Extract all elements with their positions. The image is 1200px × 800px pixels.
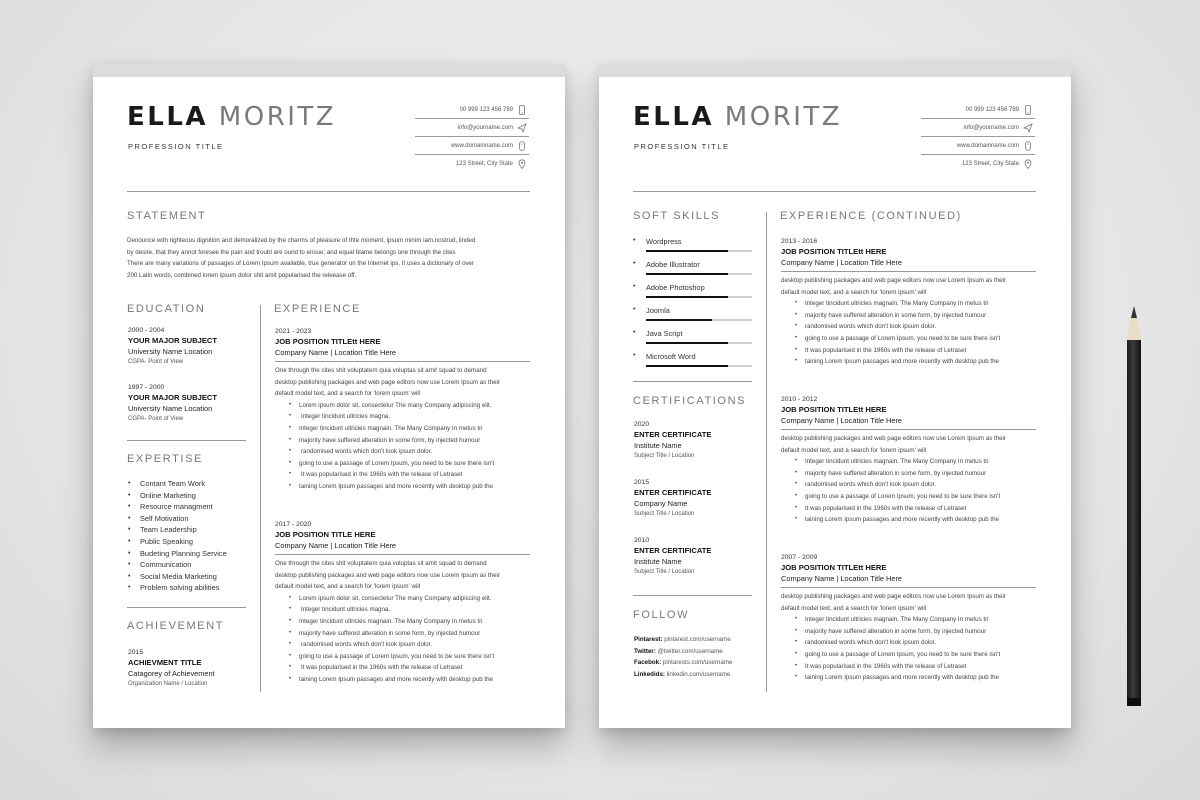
top-band bbox=[93, 64, 565, 77]
job-description bbox=[781, 433, 1036, 456]
job-bullet: • taining Lorem Ipsum passages and more recently with desktop pub the bbox=[793, 514, 1036, 526]
job-bullet: • majority have suffered alteration in some form, by injected humour bbox=[287, 435, 530, 447]
certificate-institute: Company Name bbox=[634, 499, 688, 508]
job-title: JOB POSITION TITLEtt HERE bbox=[275, 337, 381, 346]
skill-bar-fill bbox=[646, 296, 728, 298]
job-bullet: • going to use a passage of Lorem Ipsum, you need to be sure there isn't bbox=[793, 649, 1036, 661]
statement-line: Denounce with righteous dignition and demoralized by the charms of pleasure of thte moment, ipsum minim iam,nostrud, linded bbox=[127, 237, 476, 244]
job-company: Company Name | Location Title Here bbox=[781, 258, 1036, 272]
header-divider bbox=[127, 191, 530, 192]
job-bullet: • Integer tincidunt ultricies magnain. The Many Company In metus tri bbox=[793, 614, 1036, 626]
statement-text bbox=[127, 235, 537, 281]
education-item bbox=[128, 384, 217, 422]
education-item bbox=[128, 327, 217, 365]
skill-item bbox=[633, 352, 753, 361]
job-bullet: • randomised words which don't look ipsum dolor. bbox=[287, 639, 530, 651]
resume-name bbox=[127, 102, 336, 132]
certificate-item bbox=[634, 421, 711, 459]
education-years: 1997 - 2000 bbox=[128, 384, 165, 391]
education-gpa: CGPA- Point of View bbox=[128, 416, 184, 422]
statement-line: There are many variations of passages of Lorem Ipsum available, true generator on the Internet ips. It uses a dictionary of over bbox=[127, 260, 475, 268]
job-bullet: • Integer tincidunt ultricies magna. bbox=[287, 411, 530, 423]
job-bullet: • It was popularised in the 1960s with the release of Letraset bbox=[793, 661, 1036, 673]
social-link-facebook[interactable] bbox=[634, 657, 732, 669]
job-title: JOB POSITION TITLEtt HERE bbox=[781, 247, 887, 256]
skill-label: • Java Script bbox=[633, 329, 753, 338]
certificate-year: 2015 bbox=[634, 479, 650, 486]
description-line: desktop publishing packages and web page editors now use Lorem Ipsum as their bbox=[781, 435, 1006, 442]
statement-heading: STATEMENT bbox=[127, 210, 207, 222]
job-bullet: • going to use a passage of Lorem Ipsum, you need to be sure there isn't bbox=[793, 491, 1036, 503]
column-divider bbox=[260, 305, 261, 692]
skill-bar bbox=[646, 250, 752, 252]
achievement-category: Catagorey of Achievement bbox=[128, 669, 215, 678]
expertise-item: • Problem solving abilities bbox=[128, 582, 227, 594]
resume-name bbox=[633, 102, 842, 132]
job-years: 2007 - 2009 bbox=[781, 554, 818, 561]
contact-web bbox=[415, 140, 529, 155]
skill-bar-fill bbox=[646, 365, 728, 367]
skill-label: • Wordpress bbox=[633, 237, 753, 246]
skill-label: • Microsoft Word bbox=[633, 352, 753, 361]
location-pin-icon bbox=[1023, 159, 1033, 169]
skill-label: • Adobe Illustrator bbox=[633, 260, 753, 269]
job-bullet: • Integer tincidunt ultricies magnain. The Many Company In metus tri bbox=[793, 298, 1036, 310]
contact-phone bbox=[921, 104, 1035, 119]
section-divider bbox=[127, 607, 246, 608]
job-entry bbox=[781, 396, 1036, 526]
statement-line: by desire, that they annot foresee the pain and troubl are ound to ensue; and equal blame belongs one through the cites bbox=[127, 248, 456, 256]
job-bullet: • majority have suffered alteration in some form, by injected humour bbox=[793, 468, 1036, 480]
soft-skills-heading: SOFT SKILLS bbox=[633, 210, 721, 222]
contact-email-text: info@yourname.com bbox=[457, 125, 513, 131]
section-divider bbox=[633, 595, 752, 596]
contact-web bbox=[921, 140, 1035, 155]
social-link-pinterest[interactable] bbox=[634, 634, 732, 646]
expertise-item: • Self Motivation bbox=[128, 513, 227, 525]
description-line: desktop publishing packages and web page editors now use Lorem Ipsum as their bbox=[781, 593, 1006, 600]
job-bullets bbox=[793, 456, 1036, 526]
job-company: Company Name | Location Title Here bbox=[781, 416, 1036, 430]
description-line: desktop publishing packages and web page editors now use Lorem Ipsum as their bbox=[781, 277, 1006, 284]
expertise-item: • Contant Team Work bbox=[128, 478, 227, 490]
contact-address-text: 123 Street, City State bbox=[961, 161, 1019, 167]
expertise-heading: EXPERTISE bbox=[127, 453, 203, 465]
job-bullet: • going to use a passage of Lorem Ipsum, you need to be sure there isn't bbox=[287, 651, 530, 663]
job-bullet: • majority have suffered alteration in some form, by injected humour bbox=[793, 626, 1036, 638]
education-subject: YOUR MAJOR SUBJECT bbox=[128, 393, 218, 402]
description-line: One through the cites shit voluptatem quia voluptas sit amit squad to demand bbox=[275, 367, 487, 374]
expertise-item: • Public Speaking bbox=[128, 536, 227, 548]
description-line: default model text, and a search for 'lorem ipsum' will bbox=[275, 390, 421, 398]
skill-label: • Joomla bbox=[633, 306, 753, 315]
mouse-icon bbox=[517, 141, 527, 151]
certificate-item bbox=[634, 479, 711, 517]
section-divider bbox=[127, 440, 246, 441]
mouse-icon bbox=[1023, 141, 1033, 151]
job-entry bbox=[275, 328, 530, 493]
contact-address bbox=[415, 158, 529, 172]
send-icon bbox=[1023, 123, 1033, 133]
job-bullets bbox=[287, 593, 530, 686]
description-line: default model text, and a search for 'lorem ipsum' will bbox=[781, 446, 927, 454]
skill-item bbox=[633, 306, 753, 315]
description-line: desktop publishing packages and web page editors now use Lorem Ipsum as their bbox=[275, 571, 500, 579]
job-entry bbox=[781, 554, 1036, 684]
achievement-item bbox=[128, 649, 215, 687]
profession-title: PROFESSION TITLE bbox=[128, 142, 224, 151]
job-title: JOB POSITION TITLEtt HERE bbox=[781, 405, 887, 414]
contact-email bbox=[415, 122, 529, 137]
job-description bbox=[275, 558, 530, 593]
resume-page-1 bbox=[93, 64, 565, 728]
job-bullets bbox=[793, 614, 1036, 684]
job-bullet: • majority have suffered alteration in some form, by injected humour bbox=[793, 310, 1036, 322]
last-name: MORITZ bbox=[724, 102, 843, 132]
job-bullet: • Integer tincidunt ultricies magnain. The Many Company In metus tri bbox=[287, 423, 530, 435]
last-name: MORITZ bbox=[218, 102, 337, 132]
follow-list bbox=[634, 634, 732, 680]
job-entry bbox=[275, 521, 530, 686]
skill-item bbox=[633, 237, 753, 246]
education-heading: EDUCATION bbox=[127, 303, 206, 315]
job-years: 2017 - 2020 bbox=[275, 521, 312, 528]
social-link-linkedin[interactable] bbox=[634, 669, 732, 681]
contact-address bbox=[921, 158, 1035, 172]
job-entry bbox=[781, 238, 1036, 368]
skill-bar bbox=[646, 365, 752, 367]
skill-item bbox=[633, 329, 753, 338]
achievement-org: Organization Name / Location bbox=[128, 681, 208, 687]
job-bullets bbox=[287, 400, 530, 493]
certificate-institute: Institute Name bbox=[634, 557, 682, 566]
certificate-item bbox=[634, 537, 711, 575]
experience-heading: EXPERIENCE bbox=[274, 303, 361, 315]
education-school: University Name Location bbox=[128, 404, 213, 413]
certificate-year: 2020 bbox=[634, 421, 650, 428]
job-bullet: • taining Lorem Ipsum passages and more recently with desktop pub the bbox=[287, 481, 530, 493]
phone-icon bbox=[1023, 105, 1033, 115]
job-years: 2013 - 2016 bbox=[781, 238, 818, 245]
contact-web-text: www.domainname.com bbox=[450, 143, 513, 149]
job-bullet: • Integer tincidunt ultricies magnain. The Many Company In metus tri bbox=[287, 616, 530, 628]
send-icon bbox=[517, 123, 527, 133]
job-bullet: • Integer tincidunt ultricies magnain. The Many Company In metus tri bbox=[793, 456, 1036, 468]
job-bullet: • taining Lorem Ipsum passages and more recently with desktop pub the bbox=[793, 672, 1036, 684]
contact-phone bbox=[415, 104, 529, 119]
certificate-subject: Subject Title / Location bbox=[634, 453, 695, 459]
skill-item bbox=[633, 260, 753, 269]
social-handle: pintarest.com/username bbox=[664, 636, 731, 643]
skill-bar-fill bbox=[646, 273, 728, 275]
expertise-list bbox=[128, 478, 227, 594]
skill-bar bbox=[646, 319, 752, 321]
experience-continued-heading: EXPERIENCE (CONTINUED) bbox=[780, 210, 962, 222]
skill-bar-fill bbox=[646, 319, 712, 321]
job-bullet: • randomised words which don't look ipsum dolor. bbox=[793, 321, 1036, 333]
job-bullet: • It was popularised in the 1960s with the release of Letraset bbox=[793, 345, 1036, 357]
skill-bar bbox=[646, 273, 752, 275]
section-divider bbox=[633, 381, 752, 382]
contact-email bbox=[921, 122, 1035, 137]
certificate-title: ENTER CERTIFICATE bbox=[634, 546, 712, 555]
job-bullet: • Lorem ipsum dolor sit, consectetur The many Company adipiscing elit. bbox=[287, 593, 530, 605]
job-bullet: • It was popularised in the 1960s with the release of Letraset bbox=[287, 662, 530, 674]
location-pin-icon bbox=[517, 159, 527, 169]
expertise-item: • Budeting Planning Service bbox=[128, 548, 227, 560]
job-bullet: • It was popularised in the 1960s with the release of Letraset bbox=[287, 469, 530, 481]
certificate-year: 2010 bbox=[634, 537, 650, 544]
pencil-icon bbox=[1123, 306, 1145, 706]
job-bullet: • taining Lorem Ipsum passages and more recently with desktop pub the bbox=[793, 356, 1036, 368]
social-handle: linkedin.com/username bbox=[666, 670, 731, 678]
job-bullet: • going to use a passage of Lorem Ipsum, you need to be sure there isn't bbox=[793, 333, 1036, 345]
job-bullets bbox=[793, 298, 1036, 368]
job-bullet: • Integer tincidunt ultricies magna. bbox=[287, 604, 530, 616]
skill-label: • Adobe Photoshop bbox=[633, 283, 753, 292]
social-handle: @twitter.com/username bbox=[657, 647, 723, 655]
job-bullet: • randomised words which don't look ipsum dolor. bbox=[287, 446, 530, 458]
profession-title: PROFESSION TITLE bbox=[634, 142, 730, 151]
job-description bbox=[275, 365, 530, 400]
expertise-item: • Social Media Marketing bbox=[128, 571, 227, 583]
social-link-twitter[interactable] bbox=[634, 646, 732, 658]
education-school: University Name Location bbox=[128, 347, 213, 356]
certificate-subject: Subject Title / Location bbox=[634, 569, 695, 575]
social-label: Linkedids: bbox=[634, 670, 665, 678]
description-line: default model text, and a search for 'lorem ipsum' will bbox=[781, 604, 927, 612]
certificate-institute: Institute Name bbox=[634, 441, 682, 450]
skill-bar bbox=[646, 296, 752, 298]
phone-icon bbox=[517, 105, 527, 115]
achievement-title: ACHIEVMENT TITLE bbox=[128, 658, 202, 667]
education-subject: YOUR MAJOR SUBJECT bbox=[128, 336, 218, 345]
job-bullet: • going to use a passage of Lorem Ipsum, you need to be sure there isn't bbox=[287, 458, 530, 470]
description-line: default model text, and a search for 'lorem ipsum' will bbox=[781, 288, 927, 296]
first-name: ELLA bbox=[127, 102, 209, 132]
contact-address-text: 123 Street, City State bbox=[455, 161, 513, 167]
job-bullet: • taining Lorem Ipsum passages and more recently with desktop pub the bbox=[287, 674, 530, 686]
job-years: 2021 - 2023 bbox=[275, 328, 312, 335]
job-title: JOB POSITION TITLEtt HERE bbox=[781, 563, 887, 572]
job-company: Company Name | Location Title Here bbox=[275, 348, 530, 362]
social-label: Twitter: bbox=[634, 647, 656, 655]
certifications-heading: CERTIFICATIONS bbox=[633, 395, 747, 407]
job-bullet: • Lorem ipsum dolor sit, consectetur The many Company adipiscing elit. bbox=[287, 400, 530, 412]
education-years: 2000 - 2004 bbox=[128, 327, 165, 334]
achievement-heading: ACHIEVEMENT bbox=[127, 620, 225, 632]
job-company: Company Name | Location Title Here bbox=[275, 541, 530, 555]
skill-bar bbox=[646, 342, 752, 344]
social-label: Pintarest: bbox=[634, 636, 663, 643]
contact-web-text: www.domainname.com bbox=[956, 143, 1019, 149]
job-description bbox=[781, 591, 1036, 614]
education-gpa: CGPA- Point of View bbox=[128, 359, 184, 365]
job-bullet: • randomised words which don't look ipsum dolor. bbox=[793, 479, 1036, 491]
social-handle: pintarests.com/username bbox=[662, 659, 733, 667]
description-line: One through the cites shit voluptatem quia voluptas sit amit squad to demand bbox=[275, 560, 487, 567]
job-bullet: • It was popularised in the 1960s with the release of Letraset bbox=[793, 503, 1036, 515]
skill-item bbox=[633, 283, 753, 292]
expertise-item: • Resource managment bbox=[128, 501, 227, 513]
follow-heading: FOLLOW bbox=[633, 609, 690, 621]
expertise-item: • Communication bbox=[128, 559, 227, 571]
description-line: default model text, and a search for 'lorem ipsum' will bbox=[275, 583, 421, 591]
description-line: desktop publishing packages and web page editors now use Lorem Ipsum as their bbox=[275, 378, 500, 386]
expertise-item: • Online Marketing bbox=[128, 490, 227, 502]
certificate-subject: Subject Title / Location bbox=[634, 511, 695, 517]
job-bullet: • randomised words which don't look ipsum dolor. bbox=[793, 637, 1036, 649]
social-label: Facebok: bbox=[634, 659, 662, 667]
job-title: JOB POSITION TITLE HERE bbox=[275, 530, 376, 539]
skill-bar-fill bbox=[646, 250, 728, 252]
statement-line: 200 Latin words, combined lorem ipsum dolor shit amit popularised the releease off. bbox=[127, 271, 357, 279]
job-company: Company Name | Location Title Here bbox=[781, 574, 1036, 588]
top-band bbox=[599, 64, 1071, 77]
job-years: 2010 - 2012 bbox=[781, 396, 818, 403]
resume-page-2 bbox=[599, 64, 1071, 728]
job-description bbox=[781, 275, 1036, 298]
certificate-title: ENTER CERTIFICATE bbox=[634, 430, 712, 439]
achievement-year: 2015 bbox=[128, 649, 144, 656]
contact-phone-text: 00 999 123 456 789 bbox=[965, 107, 1019, 113]
column-divider bbox=[766, 212, 767, 692]
skill-bar-fill bbox=[646, 342, 728, 344]
certificate-title: ENTER CERTIFICATE bbox=[634, 488, 712, 497]
contact-phone-text: 00 999 123 456 789 bbox=[459, 107, 513, 113]
expertise-item: • Team Leadership bbox=[128, 524, 227, 536]
contact-email-text: info@yourname.com bbox=[963, 125, 1019, 131]
job-bullet: • majority have suffered alteration in some form, by injected humour bbox=[287, 628, 530, 640]
first-name: ELLA bbox=[633, 102, 715, 132]
header-divider bbox=[633, 191, 1036, 192]
